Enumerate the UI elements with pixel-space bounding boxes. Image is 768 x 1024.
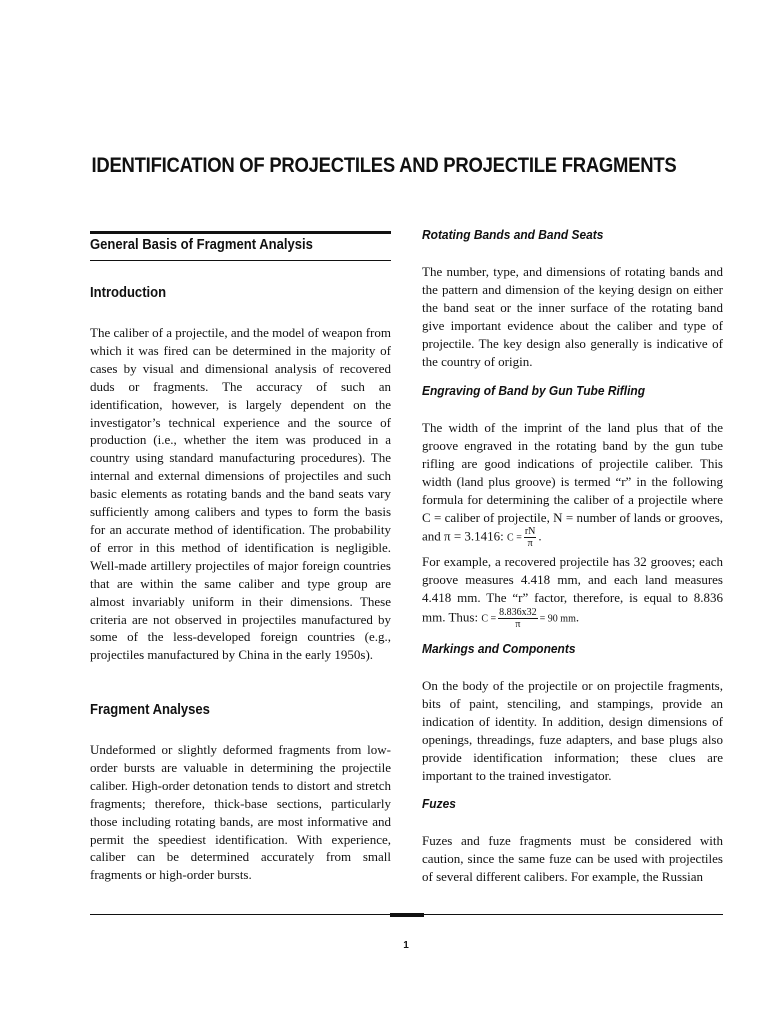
section-rule-bottom bbox=[90, 260, 391, 261]
document-title: IDENTIFICATION OF PROJECTILES AND PROJECTILE FRAGMENTS bbox=[91, 153, 677, 177]
introduction-heading: Introduction bbox=[90, 285, 167, 301]
introduction-paragraph: The caliber of a projectile, and the model of weapon from which it was fired can be determined in the majority of cases by visual and dimensional analysis of recovered duds or fragments. The accuracy of such an identification, however, is largely dependent on the investigator’s technical experience and the source of production (i.e., whether the item was produced in a country using standard manufacturing procedures). The internal and external dimensions of projectiles and such basic elements as rotating bands and the band seats vary sufficiently among calibers and types to form the basis for an accurate method of identification. The probability of error in this method of identification is negligible. Well-made artillery projectiles of major foreign countries that are within the same caliber and type group are almost invariably uniform in their dimensions. These criteria are not observed in projectiles manufactured by some of the less-developed foreign countries (e.g., projectiles manufactured by China in the early 1950s). bbox=[90, 325, 391, 663]
section-heading: General Basis of Fragment Analysis bbox=[90, 237, 313, 253]
formula-2-fraction bbox=[498, 607, 538, 630]
page-number: 1 bbox=[403, 940, 409, 951]
engraving-text: The width of the imprint of the land plus that of the groove engraved in the rotating band by the gun tube rifling are good indications of projectile caliber. This width (land plus groove) is termed “r” in the following formula for determining the caliber of a projectile where C = caliber of projectile, N = number of lands or grooves, and π = 3.1416: bbox=[422, 420, 723, 544]
formula-2-rhs: = 90 mm bbox=[539, 613, 576, 625]
fuzes-paragraph: Fuzes and fuze fragments must be considered with caution, since the same fuze can be used with projectiles of several different calibers. For example, the Russian bbox=[422, 833, 723, 884]
formula-1-denominator: π bbox=[527, 538, 533, 550]
markings-heading: Markings and Components bbox=[422, 641, 576, 656]
formula-2-lhs: C = bbox=[481, 613, 497, 625]
fragment-analyses-paragraph: Undeformed or slightly deformed fragments from low-order bursts are valuable in determining the projectile caliber. High-order detonation tends to distort and stretch fragments; therefore, thick-base sections, particularly those including rotating bands, are most informative and permit the speediest identification. With experience, caliber can be determined accurately from small fragments or high-order bursts. bbox=[90, 742, 391, 883]
formula-1-lhs: C = bbox=[507, 532, 522, 544]
example-paragraph bbox=[422, 553, 723, 630]
formula-1-numerator: rN bbox=[524, 526, 536, 538]
section-rule-top bbox=[90, 231, 391, 234]
footer-tab-mark bbox=[390, 913, 424, 917]
engraving-paragraph bbox=[422, 419, 723, 549]
formula-2-numerator: 8.836x32 bbox=[499, 606, 537, 618]
rotating-bands-paragraph: The number, type, and dimensions of rotating bands and the pattern and dimension of the keying design on either the band seat or the inner surface of the rotating band give important evidence about the caliber and type of projectile. The key design also generally is indicative of the country of origin. bbox=[422, 264, 723, 369]
engraving-heading: Engraving of Band by Gun Tube Rifling bbox=[422, 383, 646, 398]
formula-2-end: . bbox=[575, 609, 580, 625]
formula-1-end: . bbox=[538, 528, 542, 544]
fuzes-heading: Fuzes bbox=[422, 796, 456, 811]
fragment-analyses-heading: Fragment Analyses bbox=[90, 702, 210, 718]
markings-paragraph: On the body of the projectile or on projectile fragments, bits of paint, stenciling, and stampings, provide an indication of identity. In addition, design dimensions of openings, threadings, fuze adapters, and base plugs also provide identification information; these clues are important to the trained investigator. bbox=[422, 678, 723, 783]
rotating-bands-heading: Rotating Bands and Band Seats bbox=[422, 227, 604, 242]
example-text: For example, a recovered projectile has 32 grooves; each groove measures 4.418 mm, and each land measures 4.418 mm. The “r” factor, therefore, is equal to 8.836 mm. Thus: bbox=[422, 554, 723, 625]
formula-1-fraction bbox=[524, 526, 537, 549]
formula-2-denominator: π bbox=[515, 618, 521, 630]
